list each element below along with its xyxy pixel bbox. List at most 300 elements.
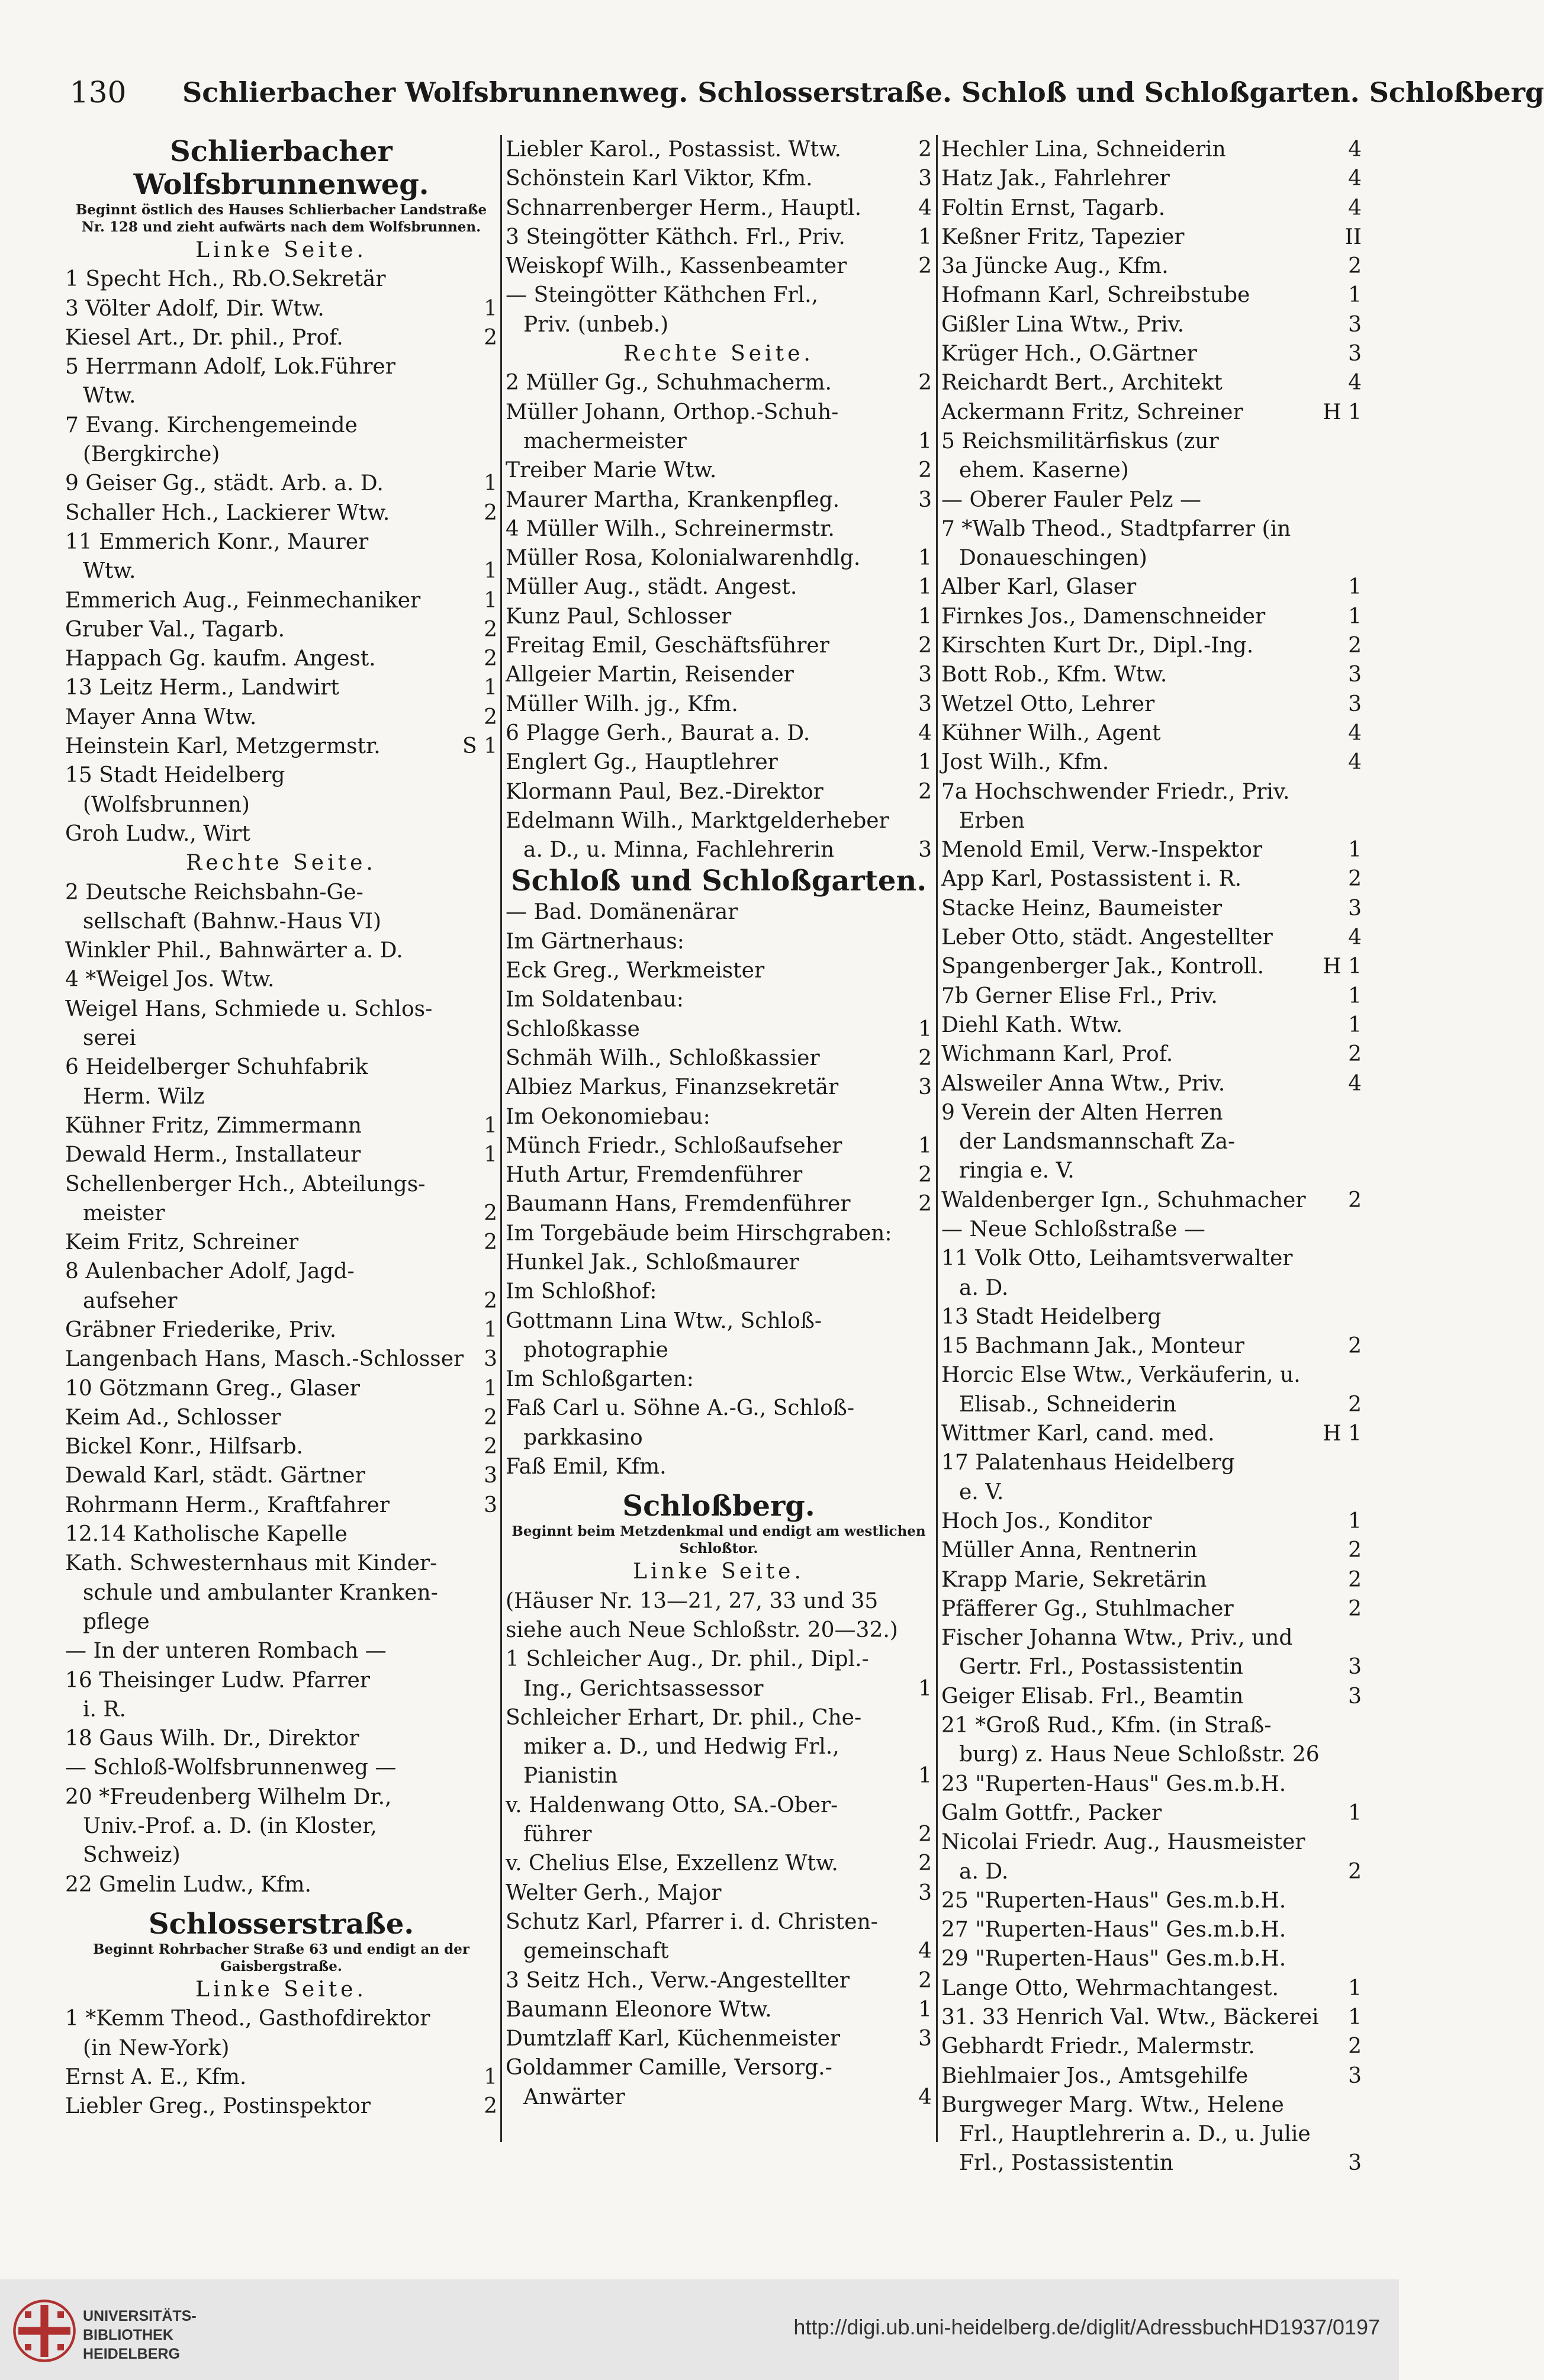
floor-number: 1 [484, 1113, 497, 1138]
directory-entry [941, 719, 1362, 748]
entry-text: Im Gärtnerhaus: [506, 929, 684, 954]
directory-entry [65, 936, 497, 965]
directory-entry [506, 1044, 932, 1073]
directory-entry [65, 1199, 497, 1228]
entry-text: 9 Verein der Alten Herren [941, 1100, 1223, 1125]
entry-text: 10 Götzmann Greg., Glaser [65, 1376, 360, 1401]
floor-number: II [1344, 224, 1362, 249]
floor-number: 2 [918, 779, 932, 804]
directory-entry [941, 1244, 1362, 1273]
entry-text: Donaueschingen) [959, 546, 1147, 571]
directory-entry [941, 194, 1362, 223]
floor-number: 2 [484, 647, 497, 671]
floor-number: 3 [918, 1075, 932, 1100]
floor-number: 3 [484, 1347, 497, 1372]
directory-entry [506, 1587, 932, 1616]
entry-text: 11 Emmerich Konr., Maurer [65, 529, 369, 554]
entry-text: (in New-York) [83, 2035, 230, 2060]
directory-entry [506, 777, 932, 806]
entry-text: Englert Gg., Hauptlehrer [506, 750, 778, 775]
entry-text: Alber Karl, Glaser [941, 575, 1137, 600]
floor-number: 1 [484, 588, 497, 613]
directory-entry [506, 1452, 932, 1481]
directory-entry [506, 1277, 932, 1306]
floor-number: 1 [1348, 2005, 1362, 2030]
directory-entry [941, 1390, 1362, 1419]
directory-entry [941, 1828, 1362, 1857]
directory-entry [65, 586, 497, 615]
directory-entry [65, 1170, 497, 1199]
directory-entry [65, 1812, 497, 1841]
entry-text: 7b Gerner Elise Frl., Priv. [941, 983, 1218, 1008]
entry-text: Geiger Elisab. Frl., Beamtin [941, 1684, 1244, 1709]
entry-text: 12.14 Katholische Kapelle [65, 1522, 348, 1547]
floor-number: 3 [1348, 342, 1362, 366]
directory-entry [65, 907, 497, 936]
entry-text: Leber Otto, städt. Angestellter [941, 925, 1273, 950]
directory-entry [941, 1594, 1362, 1623]
directory-entry [941, 835, 1362, 864]
section-heading: Schloßberg. [622, 1490, 815, 1523]
entry-text: 6 Plagge Gerh., Baurat a. D. [506, 721, 810, 745]
directory-entry [506, 2024, 932, 2053]
directory-entry [506, 456, 932, 485]
entry-text: Hoch Jos., Konditor [941, 1509, 1152, 1533]
entry-text: Schaller Hch., Lackierer Wtw. [65, 500, 390, 525]
entry-text: meister [83, 1201, 165, 1226]
floor-number: 3 [918, 692, 932, 716]
directory-entry [506, 2053, 932, 2082]
directory-entry [65, 323, 497, 352]
directory-entry [65, 2092, 497, 2121]
entry-text: Im Torgebäude beim Hirschgraben: [506, 1221, 892, 1246]
entry-text: Priv. (unbeb.) [523, 312, 669, 337]
floor-number: 1 [918, 750, 932, 775]
entry-text: a. D., u. Minna, Fachlehrerin [523, 838, 835, 863]
directory-entry [941, 1711, 1362, 1740]
entry-text: Fischer Johanna Wtw., Priv., und [941, 1626, 1293, 1651]
entry-text: Maurer Martha, Krankenpfleg. [506, 487, 840, 512]
directory-entry [506, 1160, 932, 1189]
column-middle [506, 135, 932, 2112]
entry-text: Kühner Fritz, Zimmermann [65, 1113, 362, 1138]
floor-number: 2 [484, 1288, 497, 1313]
entry-text: Münch Friedr., Schloßaufseher [506, 1133, 842, 1158]
entry-text: Emmerich Aug., Feinmechaniker [65, 588, 421, 613]
floor-number: 2 [1348, 1188, 1362, 1212]
floor-number: 1 [1348, 1976, 1362, 2001]
entry-text: Faß Emil, Kfm. [506, 1455, 667, 1480]
entry-text: 7a Hochschwender Friedr., Priv. [941, 779, 1290, 804]
directory-entry [65, 1403, 497, 1432]
floor-number: 2 [484, 1435, 497, 1459]
entry-text: Foltin Ernst, Tagarb. [941, 195, 1166, 220]
floor-number: 1 [918, 575, 932, 600]
entry-text: 1 Specht Hch., Rb.O.Sekretär [65, 267, 386, 292]
entry-text: Ackermann Fritz, Schreiner [941, 400, 1243, 424]
entry-text: Im Oekonomiebau: [506, 1104, 710, 1129]
entry-text: Hatz Jak., Fahrlehrer [941, 166, 1170, 191]
directory-entry [941, 485, 1362, 514]
directory-entry [941, 631, 1362, 660]
entry-text: 4 *Weigel Jos. Wtw. [65, 967, 275, 992]
entry-text: Klormann Paul, Bez.-Direktor [506, 779, 824, 804]
directory-entry [941, 1652, 1362, 1681]
entry-text: Biehlmaier Jos., Amtsgehilfe [941, 2063, 1249, 2088]
entry-text: Heinstein Karl, Metzgermstr. [65, 734, 381, 759]
entry-text: Müller Wilh. jg., Kfm. [506, 692, 738, 716]
entry-text: 17 Palatenhaus Heidelberg [941, 1450, 1235, 1475]
directory-entry [506, 1102, 932, 1131]
floor-number: 1 [484, 471, 497, 496]
directory-entry [506, 1365, 932, 1394]
entry-text: Im Soldatenbau: [506, 988, 684, 1012]
directory-entry [941, 1886, 1362, 1915]
directory-entry [65, 790, 497, 819]
floor-number: 2 [484, 2094, 497, 2119]
entry-text: a. D. [959, 1275, 1009, 1300]
entry-text: sellschaft (Bahnw.-Haus VI) [83, 909, 382, 934]
floor-number: 4 [1348, 721, 1362, 745]
entry-text: Nicolai Friedr. Aug., Hausmeister [941, 1830, 1305, 1855]
directory-entry [941, 1273, 1362, 1302]
entry-text: Faß Carl u. Söhne A.-G., Schloß- [506, 1396, 855, 1421]
directory-entry [941, 368, 1362, 397]
directory-entry [65, 1578, 497, 1607]
floor-number: 4 [1348, 166, 1362, 191]
floor-number: 2 [918, 1822, 932, 1847]
directory-entry [65, 1753, 497, 1782]
entry-text: Krapp Marie, Sekretärin [941, 1567, 1207, 1592]
entry-text: Rohrmann Herm., Kraftfahrer [65, 1493, 390, 1517]
entry-text: gemeinschaft [523, 1939, 669, 1964]
floor-number: 2 [918, 458, 932, 483]
directory-entry [506, 719, 932, 748]
section-description: Beginnt östlich des Hauses Schlierbacher Landstraße Nr. 128 und zieht aufwärts nach dem Wolfsbrunnen. [75, 202, 487, 235]
entry-text: Alsweiler Anna Wtw., Priv. [941, 1071, 1225, 1096]
directory-entry [65, 1228, 497, 1257]
section-description: Beginnt Rohrbacher Straße 63 und endigt an der Gaisbergstraße. [92, 1941, 469, 1974]
directory-entry [506, 164, 932, 193]
entry-text: Schutz Karl, Pfarrer i. d. Christen- [506, 1909, 878, 1934]
directory-entry [65, 1724, 497, 1753]
directory-entry [506, 368, 932, 397]
directory-entry [941, 982, 1362, 1011]
floor-number: 1 [484, 296, 497, 321]
entry-text: Galm Gottfr., Packer [941, 1800, 1162, 1825]
section-heading: Wolfsbrunnenweg. [133, 168, 429, 201]
directory-entry [941, 1419, 1362, 1448]
entry-text: Kath. Schwesternhaus mit Kinder- [65, 1551, 438, 1576]
floor-number: 2 [1348, 1334, 1362, 1359]
entry-text: Burgweger Marg. Wtw., Helene [941, 2092, 1284, 2117]
entry-text: Kirschten Kurt Dr., Dipl.-Ing. [941, 633, 1254, 658]
directory-entry [941, 1127, 1362, 1156]
floor-number: 1 [484, 1143, 497, 1168]
library-name [83, 2307, 197, 2363]
floor-number: 3 [1348, 1655, 1362, 1680]
directory-entry [65, 2004, 497, 2033]
entry-text: photographie [523, 1337, 668, 1362]
entry-text: ehem. Kaserne) [959, 458, 1129, 483]
entry-text: Univ.-Prof. a. D. (in Kloster, [83, 1814, 377, 1839]
entry-text: 15 Stadt Heidelberg [65, 763, 285, 788]
floor-number: 1 [918, 546, 932, 571]
directory-entry [65, 1316, 497, 1345]
floor-number: 1 [918, 1017, 932, 1041]
directory-entry [506, 1703, 932, 1732]
directory-entry [941, 135, 1362, 164]
directory-entry [506, 573, 932, 602]
entry-text: Mayer Anna Wtw. [65, 705, 257, 729]
floor-number: 2 [918, 137, 932, 162]
entry-text: Lange Otto, Wehrmachtangest. [941, 1976, 1279, 2001]
floor-number: 4 [918, 195, 932, 220]
entry-text: Gräbner Friederike, Priv. [65, 1317, 337, 1342]
directory-entry [506, 223, 932, 252]
floor-number: 1 [1348, 1509, 1362, 1533]
spacer [65, 1899, 497, 1908]
directory-entry [941, 1799, 1362, 1828]
directory-entry [65, 1841, 497, 1870]
directory-entry [65, 1024, 497, 1053]
directory-entry [65, 294, 497, 323]
entry-text: Weiskopf Wilh., Kassenbeamter [506, 254, 847, 279]
directory-entry [65, 1666, 497, 1695]
directory-entry [941, 1565, 1362, 1594]
directory-entry [65, 1520, 497, 1549]
directory-entry [506, 835, 932, 864]
directory-entry [941, 806, 1362, 835]
directory-entry [65, 498, 497, 528]
entry-text: Spangenberger Jak., Kontroll. [941, 954, 1265, 979]
directory-entry [506, 1423, 932, 1452]
library-name-line: UNIVERSITÄTS- [83, 2308, 197, 2324]
floor-number: 2 [1348, 2034, 1362, 2059]
entry-text: Langenbach Hans, Masch.-Schlosser [65, 1347, 464, 1372]
page-number: 130 [70, 75, 127, 110]
directory-entry [941, 952, 1362, 981]
directory-entry [941, 252, 1362, 281]
directory-entry [941, 894, 1362, 923]
entry-text: 15 Bachmann Jak., Monteur [941, 1334, 1244, 1359]
directory-entry [506, 194, 932, 223]
directory-entry [506, 690, 932, 719]
directory-entry [941, 2061, 1362, 2090]
directory-entry [506, 660, 932, 689]
entry-text: — Schloß-Wolfsbrunnenweg — [65, 1755, 397, 1780]
entry-text: e. V. [959, 1480, 1004, 1504]
directory-entry [65, 761, 497, 790]
entry-text: Diehl Kath. Wtw. [941, 1012, 1123, 1037]
directory-entry [65, 557, 497, 586]
directory-entry [65, 440, 497, 469]
directory-entry [941, 2149, 1362, 2178]
entry-text: 25 "Ruperten-Haus" Ges.m.b.H. [941, 1888, 1286, 1913]
directory-entry [65, 819, 497, 848]
directory-entry [941, 2090, 1362, 2120]
directory-entry [506, 514, 932, 543]
directory-entry [941, 1040, 1362, 1069]
floor-number: 4 [918, 2085, 932, 2109]
directory-entry [65, 1287, 497, 1316]
entry-text: 2 Müller Gg., Schuhmacherm. [506, 371, 832, 395]
entry-text: 1 Schleicher Aug., Dr. phil., Dipl.- [506, 1647, 869, 1672]
directory-entry [65, 381, 497, 410]
entry-text: 3 Steingötter Käthch. Frl., Priv. [506, 224, 845, 249]
directory-entry [506, 956, 932, 985]
entry-text: Happach Gg. kaufm. Angest. [65, 647, 376, 671]
entry-text: Eck Greg., Werkmeister [506, 959, 765, 983]
directory-entry [506, 1616, 932, 1645]
entry-text: 27 "Ruperten-Haus" Ges.m.b.H. [941, 1918, 1286, 1942]
directory-entry [941, 1478, 1362, 1507]
column-divider [936, 135, 938, 2142]
directory-entry [941, 2032, 1362, 2061]
directory-entry [941, 223, 1362, 252]
floor-number: 1 [1348, 1012, 1362, 1037]
entry-text: Pfäfferer Gg., Stuhlmacher [941, 1596, 1234, 1621]
directory-entry [506, 1908, 932, 1937]
side-heading: Rechte Seite. [186, 851, 377, 876]
entry-text: Ing., Gerichtsassessor [523, 1676, 764, 1701]
entry-text: Wittmer Karl, cand. med. [941, 1421, 1215, 1446]
entry-text: Im Schloßhof: [506, 1279, 657, 1304]
directory-entry [506, 1732, 932, 1761]
directory-entry [941, 864, 1362, 893]
directory-entry [65, 1783, 497, 1812]
section-description: Beginnt beim Metzdenkmal und endigt am westlichen Schloßtor. [512, 1523, 926, 1557]
directory-entry [506, 543, 932, 573]
entry-text: Jost Wilh., Kfm. [941, 750, 1109, 775]
directory-entry [941, 777, 1362, 806]
entry-text: Gruber Val., Tagarb. [65, 617, 285, 642]
floor-number: 1 [1348, 283, 1362, 308]
entry-text: Hunkel Jak., Schloßmaurer [506, 1250, 799, 1275]
floor-number: 2 [484, 617, 497, 642]
directory-entry [941, 1536, 1362, 1565]
entry-text: Menold Emil, Verw.-Inspektor [941, 838, 1263, 863]
entry-text: Baumann Eleonore Wtw. [506, 1997, 772, 2022]
directory-entry [65, 732, 497, 761]
entry-text: 7 *Walb Theod., Stadtpfarrer (in [941, 516, 1291, 541]
floor-number: 3 [1348, 2151, 1362, 2176]
entry-text: Bickel Konr., Hilfsarb. [65, 1435, 303, 1459]
entry-text: 4 Müller Wilh., Schreinermstr. [506, 516, 835, 541]
directory-entry [506, 1761, 932, 1790]
entry-text: Anwärter [523, 2085, 625, 2109]
entry-text: — Oberer Fauler Pelz — [941, 487, 1201, 512]
floor-number: 2 [1348, 1596, 1362, 1621]
floor-number: 2 [1348, 1538, 1362, 1563]
floor-number: 2 [918, 254, 932, 279]
directory-entry [65, 965, 497, 994]
entry-text: 9 Geiser Gg., städt. Arb. a. D. [65, 471, 384, 496]
entry-text: Gottmann Lina Wtw., Schloß- [506, 1308, 822, 1333]
directory-entry [941, 1448, 1362, 1477]
floor-number: 1 [918, 1676, 932, 1701]
directory-entry [65, 878, 497, 907]
entry-text: Gebhardt Friedr., Malermstr. [941, 2034, 1255, 2059]
directory-entry [65, 352, 497, 381]
directory-entry [65, 1461, 497, 1490]
entry-text: der Landsmannschaft Za- [959, 1130, 1236, 1154]
floor-number: 3 [1348, 1684, 1362, 1709]
entry-text: Pianistin [523, 1764, 618, 1789]
directory-entry [941, 690, 1362, 719]
source-url-link[interactable]: http://digi.ub.uni-heidelberg.de/diglit/AdressbuchHD1937/0197 [793, 2315, 1380, 2339]
entry-text: Dewald Karl, städt. Gärtner [65, 1464, 365, 1488]
floor-number: 2 [1348, 1567, 1362, 1592]
entry-text: Müller Johann, Orthop.-Schuh- [506, 400, 839, 424]
directory-entry [65, 1140, 497, 1169]
entry-text: parkkasino [523, 1425, 643, 1450]
directory-entry [506, 927, 932, 956]
entry-text: Wtw. [83, 384, 136, 409]
entry-text: serei [83, 1026, 136, 1051]
directory-entry [506, 252, 932, 281]
side-heading: Linke Seite. [195, 1977, 367, 2002]
directory-entry [65, 703, 497, 732]
floor-number: 2 [918, 1192, 932, 1217]
entry-text: Hofmann Karl, Schreibstube [941, 283, 1250, 308]
directory-entry [506, 631, 932, 660]
library-name-line: HEIDELBERG [83, 2346, 180, 2362]
entry-text: 3 Völter Adolf, Dir. Wtw. [65, 296, 324, 321]
entry-text: siehe auch Neue Schloßstr. 20—32.) [506, 1617, 898, 1642]
floor-number: 3 [918, 662, 932, 687]
directory-entry [65, 1374, 497, 1403]
directory-entry [506, 1849, 932, 1878]
directory-entry [941, 164, 1362, 193]
directory-entry [506, 281, 932, 310]
entry-text: 29 "Ruperten-Haus" Ges.m.b.H. [941, 1947, 1286, 1971]
directory-entry [941, 398, 1362, 427]
entry-text: Kunz Paul, Schlosser [506, 604, 732, 629]
directory-entry [941, 923, 1362, 952]
entry-text: Im Schloßgarten: [506, 1367, 694, 1392]
entry-text: 13 Stadt Heidelberg [941, 1304, 1162, 1329]
entry-text: Schloßkasse [506, 1017, 640, 1041]
entry-text: Freitag Emil, Geschäftsführer [506, 633, 829, 658]
floor-number: 2 [918, 1163, 932, 1188]
entry-text: Müller Anna, Rentnerin [941, 1538, 1198, 1563]
directory-entry [941, 1915, 1362, 1944]
entry-text: Wetzel Otto, Lehrer [941, 692, 1155, 716]
directory-entry [506, 2083, 932, 2112]
directory-entry [941, 1098, 1362, 1127]
floor-number: 3 [1348, 312, 1362, 337]
column-left [65, 135, 497, 2121]
floor-number: 1 [484, 676, 497, 700]
directory-entry [65, 265, 497, 294]
entry-text: 18 Gaus Wilh. Dr., Direktor [65, 1726, 359, 1751]
entry-text: Treiber Marie Wtw. [506, 458, 717, 483]
entry-text: 20 *Freudenberg Wilhelm Dr., [65, 1784, 392, 1809]
directory-entry [65, 644, 497, 673]
directory-entry [65, 1491, 497, 1520]
directory-entry [506, 1820, 932, 1849]
directory-entry [506, 1131, 932, 1160]
directory-entry [65, 1345, 497, 1374]
entry-text: — Neue Schloßstraße — [941, 1217, 1205, 1242]
directory-entry [65, 615, 497, 644]
floor-number: 1 [918, 604, 932, 629]
spacer [506, 1481, 932, 1490]
directory-entry [941, 339, 1362, 368]
page-header [70, 71, 1544, 130]
entry-text: Krüger Hch., O.Gärtner [941, 342, 1197, 366]
